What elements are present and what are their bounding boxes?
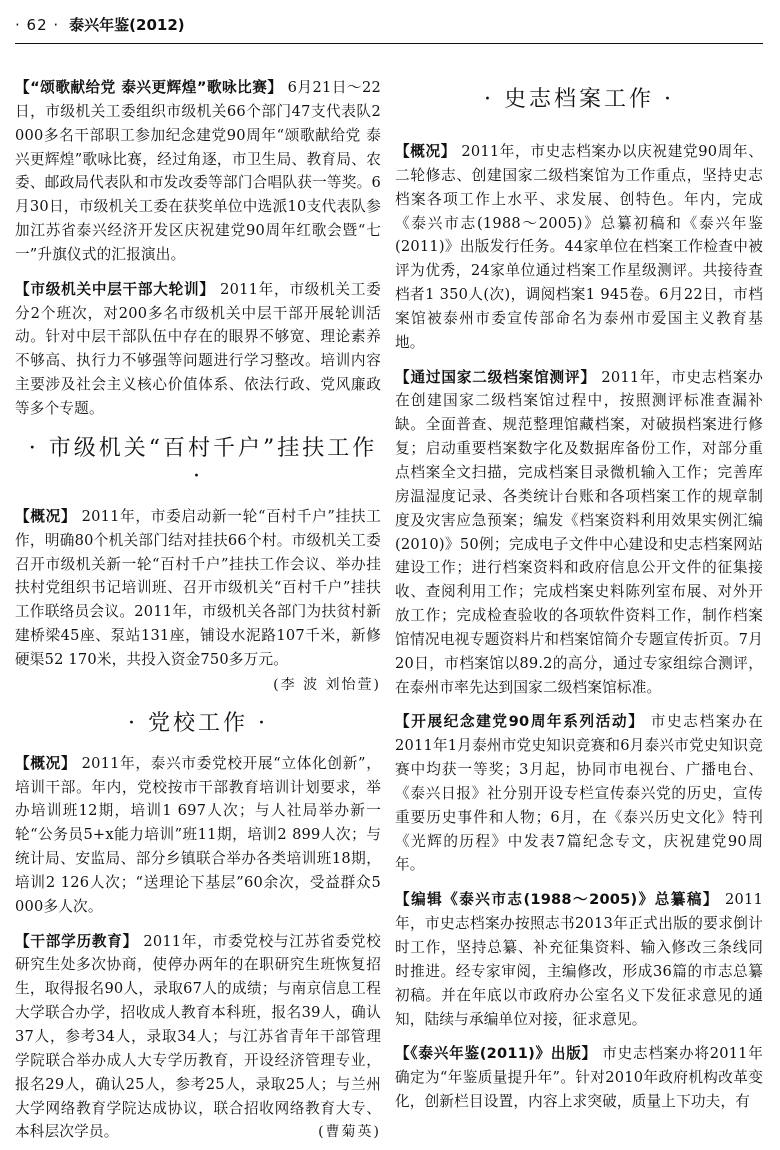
entry-heading: 【 开展纪念建党90周年系列活动 】 (395, 713, 645, 730)
entry-archive-evaluation (395, 366, 763, 700)
running-header (15, 14, 763, 44)
entry-cadre-training (15, 278, 381, 421)
entry-heading: 【 概况 】 (15, 508, 76, 525)
entry-party-anniversary (395, 710, 763, 877)
entry-heading: 【 干部学历教育 】 (15, 933, 138, 950)
entry-body: 2011年，市委党校与江苏省委党校研究生处多次协商，使停办两年的在职研究生班恢复招生，取得报名90人，录取67人的成绩；与南京信息工程大学联合办学，招收成人教育本科班，报名39人，确认37人，参考34人，录取34人；与江苏省青年干部管理学院联合举办成人大专学历教育，开设经济管理专业，报名29人，确认25人，参考25人，录取25人；与兰州大学网络教育学院达成协议，联合招收网络教育大专、本科层次学员。 (15, 932, 382, 1141)
entry-degree-education (15, 930, 381, 1145)
section-dot: · (28, 435, 39, 461)
author-signature: (曹菊英) (318, 1124, 381, 1141)
entry-village-aid-overview (15, 505, 381, 672)
entry-heading: 【 市级机关中层干部大轮训 】 (15, 281, 215, 298)
entry-body: 6月21日～22日，市级机关工委组织市级机关66个部门47支代表队2 000多名干部职工参加纪念建党90周年“颂歌献给党 泰兴更辉煌”歌咏比赛，经过角逐，市卫生局、教育局、农委、邮政局代表队和市发改委等部门合唱队获一等奖。6月30日，市级机关工委在获奖单位中选派10支代表队参加江苏省泰兴经济开发区庆祝建党90周年红歌会暨“七一”升旗仪式的汇报演出。 (15, 79, 381, 263)
entry-body: 市史志档案办将2011年确定为“年鉴质量提升年”。针对2010年政府机构改革变化，创新栏目设置，内容上求突破，质量上下功夫，有 (395, 1045, 764, 1111)
entry-yearbook-publication (395, 1042, 763, 1114)
section-dot: · (483, 87, 494, 112)
entry-archives-overview (395, 140, 763, 355)
entry-body: 2011年，市委启动新一轮“百村千户”挂扶工作，明确80个机关部门结对挂扶66个村。市级机关工委召开市级机关新一轮“百村千户”挂扶工作会议、举办挂扶村党组织书记培训班、召开市级机关“百村千户”挂扶工作联络员会议。2011年，市级机关各部门为扶贫村新建桥梁45座、泵站131座，铺设水泥路107千米，新修硬渠52 170米，共投入资金750多万元。 (15, 507, 382, 668)
left-column (15, 76, 381, 1143)
entry-heading: 【 概况 】 (395, 143, 456, 160)
section-title-text: 市级机关“百村千户”挂扶工作 (48, 435, 378, 461)
section-dot: · (258, 710, 268, 736)
entry-heading: 【 “颂歌献给党 泰兴更辉煌”歌咏比赛 】 (15, 79, 282, 96)
section-title-text: 史志档案工作 (503, 87, 654, 112)
entry-party-school-overview (15, 752, 381, 919)
book-title: 泰兴年鉴(2012) (69, 16, 185, 34)
page-number: · 62 · (15, 16, 60, 34)
entry-heading: 【 编辑《泰兴市志(1988～2005)》总纂稿 】 (395, 891, 719, 908)
section-dot: · (664, 87, 674, 112)
entry-heading: 【 通过国家二级档案馆测评 】 (395, 369, 596, 386)
section-dot: · (127, 710, 138, 736)
entry-body: 2011年，市史志档案办按照志书2013年正式出版的要求倒计时工作，坚持总纂、补充征集资料、输入修改三条线同时推进。经专家审阅，主编修改，形成36篇的市志总纂初稿。并在年底以市政府办公室名义下发征求意见的通知，陆续与承编单位对接，征求意见。 (395, 891, 763, 1028)
right-column (395, 82, 763, 1143)
entry-body: 2011年，市史志档案办在创建国家二级档案馆过程中，按照测评标准查漏补缺。全面普查、规范整理馆藏档案，对破损档案进行修复；启动重要档案数字化及数据库备份工作，对部分重点档案全文扫描，完成档案目录微机输入工作；完善库房温湿度记录、各类统计台账和各项档案工作的规章制度及灾害应急预案；编发《档案资料利用效果实例汇编(2010)》50例；完成电子文件中心建设和史志档案网站建设工作；进行档案资料和政府信息公开文件的征集接收、查阅利用工作；完成档案史料陈列室布展、对外开放工作；完成检查验收的各项软件资料工作，制作档案馆情况电视专题资料片和档案馆简介专题宣传折页。7月20日，市档案馆以89.2的高分，通过专家组综合测评，在泰州市率先达到国家二级档案馆标准。 (395, 368, 764, 696)
entry-body: 2011年，市史志档案办以庆祝建党90周年、二轮修志、创建国家二级档案馆为工作重点，坚持史志档案各项工作上水平、求发展、创特色。年内，完成《泰兴市志(1988～2005)》总纂初稿和《泰兴年鉴(2011)》出版发行任务。44家单位在档案工作检查中被评为优秀，24家单位通过档案工作星级测评。共接待查档者1 350人(次)，调阅档案1 945卷。6月22日，市档案馆被泰州市委宣传部命名为泰州市爱国主义教育基地。 (395, 143, 763, 351)
entry-song-contest (15, 76, 381, 267)
author-signature: (李 波 刘怡萱) (273, 676, 381, 693)
entry-city-chronicle (395, 888, 763, 1031)
section-title-text: 党校工作 (147, 710, 248, 736)
section-dot: · (193, 463, 203, 489)
section-title-party-school (15, 710, 381, 738)
entry-heading: 【 概况 】 (15, 755, 76, 772)
section-title-archives (395, 86, 763, 114)
entry-heading: 【 《泰兴年鉴(2011)》出版 】 (395, 1045, 597, 1062)
section-title-village-aid (15, 435, 381, 491)
entry-body: 2011年，泰兴市委党校开展“立体化创新”，培训干部。年内，党校按市干部教育培训计划要求，举办培训班12期，培训1 697人次；与人社局举办新一轮“公务员5+x能力培训”班11期，培训2 899人次；与统计局、安监局、部分乡镇联合举办各类培训班18期，培训2 126人次；“送理论下基层”60余次，受益群众5 000多人次。 (15, 754, 382, 915)
entry-body: 2011年，市级机关工委分2个班次，对200多名市级机关中层干部开展轮训活动。针对中层干部队伍中存在的眼界不够宽、理论素养不够高、执行力不够强等问题进行学习整改。培训内容主要涉及社会主义核心价值体系、依法行政、党风廉政等多个专题。 (15, 280, 382, 417)
entry-body: 市史志档案办在2011年1月泰州市党史知识竞赛和6月泰兴市党史知识竞赛中均获一等奖；3月起，协同市电视台、广播电台、《泰兴日报》社分别开设专栏宣传泰兴党的历史，宣传重要历史事件和人物；6月，在《泰兴历史文化》特刊《光辉的历程》中发表7篇纪念专文，庆祝建党90周年。 (395, 713, 763, 874)
